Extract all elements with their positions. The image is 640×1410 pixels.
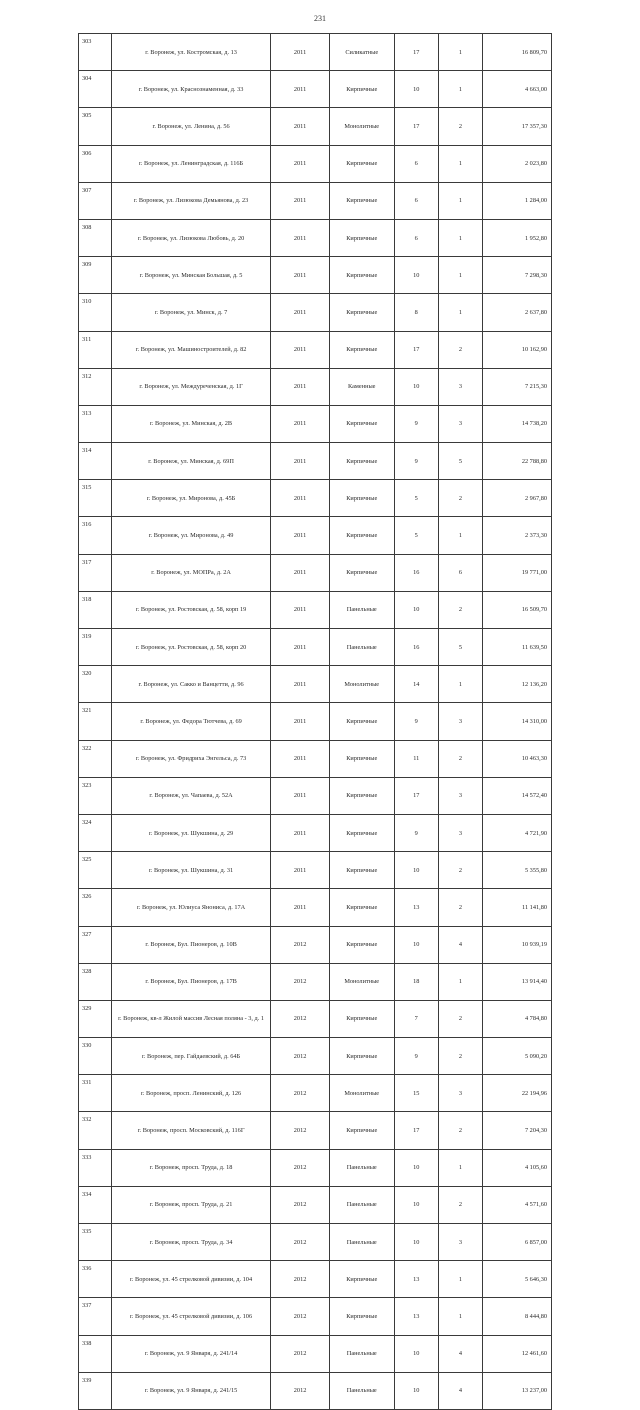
cell-area: 5 646,30: [483, 1261, 552, 1298]
cell-floors: 10: [394, 71, 438, 108]
table-row: [79, 71, 552, 108]
cell-row-number: 318: [79, 591, 112, 628]
cell-year: 2011: [271, 740, 330, 777]
cell-row-number: 326: [79, 889, 112, 926]
cell-area: 2 967,80: [483, 480, 552, 517]
table-row: [79, 852, 552, 889]
cell-floors: 17: [394, 777, 438, 814]
cell-address: г. Воронеж, Бул. Пионеров, д. 10В: [111, 926, 270, 963]
cell-area: 10 939,19: [483, 926, 552, 963]
cell-entrances: 2: [438, 1186, 482, 1223]
cell-area: 4 721,90: [483, 814, 552, 851]
cell-year: 2011: [271, 814, 330, 851]
cell-floors: 5: [394, 517, 438, 554]
cell-area: 1 952,80: [483, 219, 552, 256]
cell-address: г. Воронеж, ул. МОПРа, д. 2А: [111, 554, 270, 591]
cell-address: г. Воронеж, ул. Миронова, д. 49: [111, 517, 270, 554]
table-row: [79, 1224, 552, 1261]
cell-address: г. Воронеж, ул. Костромская, д. 13: [111, 34, 270, 71]
cell-wall-material: Кирпичные: [329, 331, 394, 368]
cell-floors: 6: [394, 219, 438, 256]
cell-year: 2011: [271, 368, 330, 405]
cell-wall-material: Панельные: [329, 591, 394, 628]
cell-year: 2011: [271, 443, 330, 480]
cell-wall-material: Монолитные: [329, 108, 394, 145]
cell-floors: 10: [394, 1372, 438, 1409]
cell-row-number: 337: [79, 1298, 112, 1335]
cell-row-number: 333: [79, 1149, 112, 1186]
cell-row-number: 307: [79, 182, 112, 219]
cell-address: г. Воронеж, просп. Труда, д. 21: [111, 1186, 270, 1223]
cell-wall-material: Кирпичные: [329, 1112, 394, 1149]
cell-wall-material: Кирпичные: [329, 294, 394, 331]
cell-entrances: 2: [438, 1000, 482, 1037]
cell-wall-material: Кирпичные: [329, 443, 394, 480]
cell-year: 2011: [271, 703, 330, 740]
cell-area: 16 809,70: [483, 34, 552, 71]
cell-row-number: 310: [79, 294, 112, 331]
cell-address: г. Воронеж, просп. Труда, д. 18: [111, 1149, 270, 1186]
cell-row-number: 309: [79, 257, 112, 294]
cell-address: г. Воронеж, ул. Минская, д. 69П: [111, 443, 270, 480]
cell-area: 10 162,90: [483, 331, 552, 368]
table-row: [79, 1261, 552, 1298]
cell-area: 7 204,30: [483, 1112, 552, 1149]
cell-address: г. Воронеж, просп. Московский, д. 116Г: [111, 1112, 270, 1149]
cell-row-number: 331: [79, 1075, 112, 1112]
table-row: [79, 703, 552, 740]
cell-floors: 16: [394, 554, 438, 591]
cell-entrances: 2: [438, 889, 482, 926]
cell-floors: 10: [394, 852, 438, 889]
cell-row-number: 319: [79, 629, 112, 666]
table-row: [79, 257, 552, 294]
cell-year: 2011: [271, 591, 330, 628]
cell-address: г. Воронеж, просп. Труда, д. 34: [111, 1224, 270, 1261]
cell-entrances: 4: [438, 926, 482, 963]
cell-year: 2012: [271, 1224, 330, 1261]
cell-area: 5 355,80: [483, 852, 552, 889]
cell-address: г. Воронеж, ул. Минская Большая, д. 5: [111, 257, 270, 294]
cell-entrances: 2: [438, 852, 482, 889]
cell-row-number: 316: [79, 517, 112, 554]
cell-year: 2011: [271, 554, 330, 591]
cell-wall-material: Каменные: [329, 368, 394, 405]
cell-area: 22 788,80: [483, 443, 552, 480]
cell-row-number: 303: [79, 34, 112, 71]
cell-floors: 17: [394, 1112, 438, 1149]
table-row: [79, 1372, 552, 1409]
cell-floors: 10: [394, 1149, 438, 1186]
cell-area: 5 090,20: [483, 1038, 552, 1075]
cell-floors: 16: [394, 629, 438, 666]
cell-area: 7 298,30: [483, 257, 552, 294]
cell-year: 2011: [271, 405, 330, 442]
cell-entrances: 4: [438, 1372, 482, 1409]
cell-year: 2012: [271, 926, 330, 963]
cell-area: 11 639,50: [483, 629, 552, 666]
cell-wall-material: Панельные: [329, 1186, 394, 1223]
cell-entrances: 3: [438, 368, 482, 405]
housing-register-table: [78, 33, 552, 1410]
cell-wall-material: Кирпичные: [329, 852, 394, 889]
table-row: [79, 443, 552, 480]
cell-year: 2011: [271, 219, 330, 256]
cell-year: 2011: [271, 629, 330, 666]
cell-entrances: 2: [438, 108, 482, 145]
table-body: [79, 34, 552, 1410]
table-row: [79, 145, 552, 182]
table-row: [79, 1038, 552, 1075]
cell-area: 6 857,00: [483, 1224, 552, 1261]
table-row: [79, 666, 552, 703]
page-number: 231: [314, 14, 326, 23]
cell-floors: 13: [394, 1261, 438, 1298]
cell-wall-material: Кирпичные: [329, 889, 394, 926]
cell-floors: 9: [394, 1038, 438, 1075]
cell-address: г. Воронеж, ул. Фридриха Энгельса, д. 73: [111, 740, 270, 777]
cell-wall-material: Кирпичные: [329, 145, 394, 182]
cell-floors: 13: [394, 889, 438, 926]
cell-entrances: 3: [438, 777, 482, 814]
cell-floors: 17: [394, 108, 438, 145]
cell-entrances: 1: [438, 963, 482, 1000]
cell-year: 2011: [271, 777, 330, 814]
cell-area: 4 784,80: [483, 1000, 552, 1037]
cell-row-number: 304: [79, 71, 112, 108]
cell-address: г. Воронеж, ул. Краснознаменная, д. 33: [111, 71, 270, 108]
cell-area: 8 444,80: [483, 1298, 552, 1335]
cell-area: 4 571,60: [483, 1186, 552, 1223]
cell-row-number: 335: [79, 1224, 112, 1261]
cell-entrances: 2: [438, 480, 482, 517]
cell-entrances: 1: [438, 294, 482, 331]
cell-year: 2011: [271, 145, 330, 182]
cell-entrances: 6: [438, 554, 482, 591]
cell-address: г. Воронеж, ул. Ленинградская, д. 116Б: [111, 145, 270, 182]
cell-row-number: 336: [79, 1261, 112, 1298]
cell-address: г. Воронеж, ул. Юлиуса Янониса, д. 17А: [111, 889, 270, 926]
cell-address: г. Воронеж, пер. Гайдаевский, д. 64Б: [111, 1038, 270, 1075]
cell-entrances: 1: [438, 1298, 482, 1335]
cell-floors: 10: [394, 1224, 438, 1261]
cell-year: 2011: [271, 182, 330, 219]
table-row: [79, 591, 552, 628]
cell-row-number: 338: [79, 1335, 112, 1372]
cell-wall-material: Монолитные: [329, 1075, 394, 1112]
cell-area: 10 463,30: [483, 740, 552, 777]
cell-area: 14 738,20: [483, 405, 552, 442]
cell-floors: 6: [394, 145, 438, 182]
cell-entrances: 2: [438, 740, 482, 777]
cell-wall-material: Кирпичные: [329, 777, 394, 814]
cell-wall-material: Кирпичные: [329, 257, 394, 294]
cell-floors: 13: [394, 1298, 438, 1335]
cell-year: 2012: [271, 1335, 330, 1372]
cell-row-number: 327: [79, 926, 112, 963]
cell-area: 14 572,40: [483, 777, 552, 814]
cell-area: 16 509,70: [483, 591, 552, 628]
cell-address: г. Воронеж, ул. Федора Тютчева, д. 69: [111, 703, 270, 740]
cell-entrances: 3: [438, 1075, 482, 1112]
table-row: [79, 1112, 552, 1149]
cell-area: 2 373,30: [483, 517, 552, 554]
cell-wall-material: Монолитные: [329, 963, 394, 1000]
cell-area: 19 771,00: [483, 554, 552, 591]
cell-address: г. Воронеж, ул. Лизюкова Любовь, д. 20: [111, 219, 270, 256]
cell-floors: 9: [394, 814, 438, 851]
cell-address: г. Воронеж, просп. Ленинский, д. 126: [111, 1075, 270, 1112]
cell-year: 2011: [271, 889, 330, 926]
table-row: [79, 182, 552, 219]
cell-address: г. Воронеж, ул. Ростовская, д. 58, корп 20: [111, 629, 270, 666]
table-row: [79, 108, 552, 145]
cell-area: 4 663,00: [483, 71, 552, 108]
cell-floors: 11: [394, 740, 438, 777]
cell-row-number: 314: [79, 443, 112, 480]
cell-area: 1 284,00: [483, 182, 552, 219]
table-row: [79, 294, 552, 331]
cell-year: 2011: [271, 34, 330, 71]
cell-row-number: 330: [79, 1038, 112, 1075]
cell-entrances: 1: [438, 1149, 482, 1186]
cell-wall-material: Кирпичные: [329, 517, 394, 554]
cell-area: 12 461,60: [483, 1335, 552, 1372]
cell-address: г. Воронеж, ул. Минская, д. 2В: [111, 405, 270, 442]
table-row: [79, 517, 552, 554]
table-row: [79, 34, 552, 71]
cell-address: г. Воронеж, ул. 45 стрелковой дивизии, д. 106: [111, 1298, 270, 1335]
cell-entrances: 3: [438, 405, 482, 442]
cell-row-number: 339: [79, 1372, 112, 1409]
cell-area: 22 194,96: [483, 1075, 552, 1112]
cell-wall-material: Панельные: [329, 629, 394, 666]
cell-wall-material: Кирпичные: [329, 1038, 394, 1075]
cell-row-number: 315: [79, 480, 112, 517]
cell-row-number: 321: [79, 703, 112, 740]
cell-address: г. Воронеж, ул. Шукшина, д. 31: [111, 852, 270, 889]
cell-row-number: 328: [79, 963, 112, 1000]
cell-area: 12 136,20: [483, 666, 552, 703]
cell-entrances: 1: [438, 666, 482, 703]
cell-address: г. Воронеж, ул. Минск, д. 7: [111, 294, 270, 331]
table-row: [79, 629, 552, 666]
cell-floors: 10: [394, 1186, 438, 1223]
cell-address: г. Воронеж, ул. 9 Января, д. 241/15: [111, 1372, 270, 1409]
cell-entrances: 2: [438, 591, 482, 628]
cell-floors: 15: [394, 1075, 438, 1112]
cell-entrances: 3: [438, 1224, 482, 1261]
cell-year: 2011: [271, 666, 330, 703]
cell-address: г. Воронеж, ул. 9 Января, д. 241/14: [111, 1335, 270, 1372]
table-row: [79, 331, 552, 368]
cell-year: 2012: [271, 963, 330, 1000]
cell-year: 2012: [271, 1000, 330, 1037]
cell-wall-material: Кирпичные: [329, 1298, 394, 1335]
table-row: [79, 1149, 552, 1186]
cell-wall-material: Кирпичные: [329, 71, 394, 108]
cell-address: г. Воронеж, ул. Ленина, д. 56: [111, 108, 270, 145]
cell-entrances: 2: [438, 1112, 482, 1149]
cell-row-number: 312: [79, 368, 112, 405]
cell-wall-material: Кирпичные: [329, 814, 394, 851]
cell-entrances: 4: [438, 1335, 482, 1372]
cell-year: 2011: [271, 331, 330, 368]
table-row: [79, 926, 552, 963]
cell-row-number: 322: [79, 740, 112, 777]
cell-floors: 18: [394, 963, 438, 1000]
cell-wall-material: Кирпичные: [329, 182, 394, 219]
cell-area: 13 237,00: [483, 1372, 552, 1409]
cell-entrances: 3: [438, 703, 482, 740]
cell-address: г. Воронеж, кв-л Жилой массив Лесная поляна - 3, д. 1: [111, 1000, 270, 1037]
table-row: [79, 1335, 552, 1372]
cell-floors: 17: [394, 331, 438, 368]
cell-entrances: 1: [438, 182, 482, 219]
cell-wall-material: Кирпичные: [329, 926, 394, 963]
cell-row-number: 332: [79, 1112, 112, 1149]
cell-floors: 9: [394, 405, 438, 442]
table-row: [79, 554, 552, 591]
cell-wall-material: Монолитные: [329, 666, 394, 703]
cell-wall-material: Кирпичные: [329, 1000, 394, 1037]
cell-row-number: 325: [79, 852, 112, 889]
cell-floors: 9: [394, 703, 438, 740]
cell-area: 2 023,80: [483, 145, 552, 182]
cell-entrances: 2: [438, 1038, 482, 1075]
cell-address: г. Воронеж, ул. Ростовская, д. 58, корп 19: [111, 591, 270, 628]
cell-floors: 17: [394, 34, 438, 71]
cell-year: 2012: [271, 1186, 330, 1223]
cell-floors: 14: [394, 666, 438, 703]
cell-address: г. Воронеж, ул. Машиностроителей, д. 82: [111, 331, 270, 368]
cell-entrances: 1: [438, 34, 482, 71]
table-row: [79, 1186, 552, 1223]
table-row: [79, 480, 552, 517]
cell-row-number: 308: [79, 219, 112, 256]
cell-area: 14 310,00: [483, 703, 552, 740]
cell-year: 2011: [271, 517, 330, 554]
cell-area: 7 215,30: [483, 368, 552, 405]
table-row: [79, 1298, 552, 1335]
cell-year: 2011: [271, 480, 330, 517]
cell-year: 2011: [271, 257, 330, 294]
table-row: [79, 740, 552, 777]
cell-wall-material: Панельные: [329, 1335, 394, 1372]
cell-wall-material: Панельные: [329, 1224, 394, 1261]
cell-address: г. Воронеж, ул. 45 стрелковой дивизии, д. 104: [111, 1261, 270, 1298]
table-row: [79, 219, 552, 256]
cell-entrances: 1: [438, 517, 482, 554]
cell-floors: 10: [394, 591, 438, 628]
cell-floors: 7: [394, 1000, 438, 1037]
cell-address: г. Воронеж, ул. Лизюкова Демьянова, д. 23: [111, 182, 270, 219]
cell-wall-material: Кирпичные: [329, 554, 394, 591]
cell-floors: 9: [394, 443, 438, 480]
cell-year: 2011: [271, 108, 330, 145]
cell-row-number: 334: [79, 1186, 112, 1223]
cell-floors: 8: [394, 294, 438, 331]
cell-entrances: 1: [438, 257, 482, 294]
cell-year: 2012: [271, 1075, 330, 1112]
cell-entrances: 1: [438, 219, 482, 256]
cell-area: 4 105,60: [483, 1149, 552, 1186]
table-row: [79, 963, 552, 1000]
cell-wall-material: Кирпичные: [329, 740, 394, 777]
cell-area: 11 141,80: [483, 889, 552, 926]
cell-row-number: 313: [79, 405, 112, 442]
cell-entrances: 3: [438, 814, 482, 851]
cell-wall-material: Панельные: [329, 1149, 394, 1186]
cell-wall-material: Кирпичные: [329, 219, 394, 256]
cell-row-number: 324: [79, 814, 112, 851]
cell-address: г. Воронеж, ул. Сакко и Ванцетти, д. 96: [111, 666, 270, 703]
cell-entrances: 1: [438, 145, 482, 182]
cell-entrances: 5: [438, 443, 482, 480]
cell-row-number: 311: [79, 331, 112, 368]
cell-year: 2011: [271, 852, 330, 889]
cell-entrances: 2: [438, 331, 482, 368]
cell-entrances: 5: [438, 629, 482, 666]
table-row: [79, 814, 552, 851]
cell-wall-material: Силикатные: [329, 34, 394, 71]
cell-floors: 10: [394, 1335, 438, 1372]
cell-address: г. Воронеж, ул. Миронова, д. 45Б: [111, 480, 270, 517]
cell-year: 2012: [271, 1038, 330, 1075]
table-row: [79, 889, 552, 926]
cell-area: 17 357,30: [483, 108, 552, 145]
cell-floors: 5: [394, 480, 438, 517]
cell-year: 2011: [271, 294, 330, 331]
cell-year: 2012: [271, 1112, 330, 1149]
cell-area: 13 914,40: [483, 963, 552, 1000]
cell-floors: 10: [394, 257, 438, 294]
cell-row-number: 305: [79, 108, 112, 145]
cell-area: 2 637,80: [483, 294, 552, 331]
cell-wall-material: Кирпичные: [329, 405, 394, 442]
cell-wall-material: Кирпичные: [329, 1261, 394, 1298]
table-row: [79, 777, 552, 814]
table-row: [79, 1075, 552, 1112]
cell-entrances: 1: [438, 71, 482, 108]
cell-wall-material: Кирпичные: [329, 480, 394, 517]
table-row: [79, 1000, 552, 1037]
cell-year: 2012: [271, 1298, 330, 1335]
cell-address: г. Воронеж, ул. Междуреченская, д. 1Г: [111, 368, 270, 405]
cell-wall-material: Кирпичные: [329, 703, 394, 740]
cell-wall-material: Панельные: [329, 1372, 394, 1409]
cell-floors: 10: [394, 926, 438, 963]
cell-address: г. Воронеж, Бул. Пионеров, д. 17В: [111, 963, 270, 1000]
cell-row-number: 323: [79, 777, 112, 814]
cell-entrances: 1: [438, 1261, 482, 1298]
cell-year: 2012: [271, 1149, 330, 1186]
cell-row-number: 306: [79, 145, 112, 182]
cell-row-number: 329: [79, 1000, 112, 1037]
cell-floors: 10: [394, 368, 438, 405]
cell-floors: 6: [394, 182, 438, 219]
table-row: [79, 405, 552, 442]
cell-year: 2012: [271, 1372, 330, 1409]
cell-year: 2011: [271, 71, 330, 108]
cell-row-number: 317: [79, 554, 112, 591]
cell-address: г. Воронеж, ул. Шукшина, д. 29: [111, 814, 270, 851]
table-row: [79, 368, 552, 405]
cell-address: г. Воронеж, ул. Чапаева, д. 52А: [111, 777, 270, 814]
cell-year: 2012: [271, 1261, 330, 1298]
cell-row-number: 320: [79, 666, 112, 703]
